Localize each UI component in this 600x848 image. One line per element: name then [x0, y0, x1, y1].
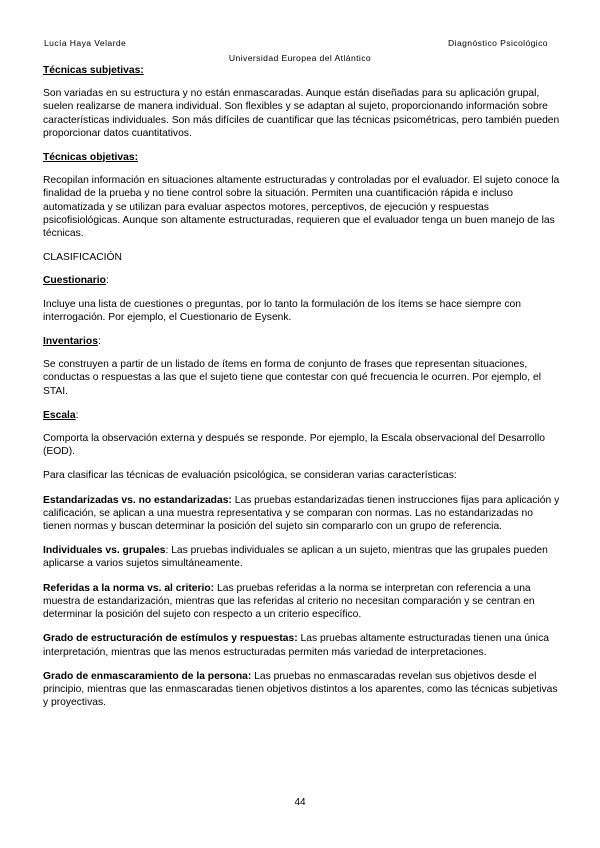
term-referidas: Referidas a la norma vs. al criterio: — [43, 582, 215, 594]
heading-cuestionario-colon: : — [105, 275, 109, 287]
term-estructuracion: Grado de estructuración de estímulos y respuestas: — [43, 633, 298, 645]
paragraph-tecnicas-subjetivas: Son variadas en su estructura y no están enmascaradas. Aunque están diseñadas para su aplicación grupal, suelen realizarse de manera individual. Son flexibles y se adaptan al sujeto, proporcionando información sobre características individuales. Son más difíciles de cuantificar que las técnicas psicométricas, pero también pueden proporcionar datos cuantitativos. — [43, 88, 560, 139]
heading-inventarios-colon: : — [97, 336, 101, 348]
text-individuales: : Las pruebas individuales se aplican a un sujeto, mientras que las grupales pueden aplicarse a varios sujetos simultáneamente. — [43, 545, 548, 570]
page-number: 44 — [294, 797, 306, 808]
text-estandarizadas: Las pruebas estandarizadas tienen instrucciones fijas para aplicación y calificación, se aplican a una muestra representativa y se comparan con normas. Las no estandarizadas no tienen normas y buscan determinar la posición del sujeto sin compararlo con un grupo de referencia. — [43, 494, 560, 533]
paragraph-individuales — [43, 544, 563, 570]
term-enmascaramiento: Grado de enmascaramiento de la persona: — [43, 670, 252, 682]
page-content — [43, 64, 563, 720]
text-enmascaramiento: Las pruebas no enmascaradas revelan sus objetivos desde el principio, mientras que las enmascaradas tienen objetivos distintos a los aparentes, como las técnicas subjetivas y proyectivas. — [43, 670, 558, 709]
heading-cuestionario-line — [43, 274, 563, 287]
paragraph-referidas — [43, 582, 563, 622]
heading-tecnicas-subjetivas: Técnicas subjetivas: — [43, 65, 144, 76]
paragraph-escala: Comporta la observación externa y después se responde. Por ejemplo, la Escala observacional del Desarrollo (EOD). — [43, 433, 545, 458]
term-estandarizadas: Estandarizadas vs. no estandarizadas: — [43, 494, 232, 506]
heading-inventarios-line — [43, 335, 563, 348]
paragraph-intro-clasificar: Para clasificar las técnicas de evaluación psicológica, se consideran varias características: — [43, 470, 457, 482]
heading-inventarios: Inventarios — [43, 336, 98, 348]
heading-clasificacion: CLASIFICACIÓN — [43, 252, 122, 264]
header-title: Diagnóstico Psicológico — [448, 38, 548, 48]
heading-escala-line — [43, 409, 563, 422]
text-estructuracion: Las pruebas altamente estructuradas tienen una única interpretación, mientras que las menos estructuradas permiten más variedad de interpretaciones. — [43, 633, 549, 658]
text-referidas: Las pruebas referidas a la norma se interpretan con referencia a una muestra de estandarización, mientras que las referidas al criterio no necesitan comparación y se centran en determinar la posición del sujeto con respecto a un criterio específico. — [43, 582, 535, 621]
paragraph-tecnicas-objetivas: Recopilan información en situaciones altamente estructuradas y controladas por el evaluador. El sujeto conoce la finalidad de la prueba y no tiene control sobre la situación. Permiten una cuantificación rápida e incluso automatizada y se utilizan para evaluar aspectos motores, perceptivos, de ejecución y respuestas psicofisiológicas. Aunque son altamente estructuradas, requieren que el evaluador tenga un buen manejo de las técnicas. — [43, 175, 560, 240]
term-individuales: Individuales vs. grupales — [43, 545, 166, 557]
heading-cuestionario: Cuestionario — [43, 275, 106, 287]
header-author: Lucía Haya Velarde — [44, 38, 127, 48]
heading-escala-colon: : — [75, 409, 79, 421]
paragraph-enmascaramiento — [43, 670, 563, 710]
paragraph-estructuracion — [43, 632, 563, 658]
paragraph-estandarizadas — [43, 494, 563, 534]
paragraph-cuestionario: Incluye una lista de cuestiones o preguntas, por lo tanto la formulación de los ítems se hace siempre con interrogación. Por ejemplo, el Cuestionario de Eysenk. — [43, 298, 521, 323]
header-institution: Universidad Europea del Atlántico — [228, 53, 372, 63]
paragraph-inventarios: Se construyen a partir de un listado de ítems en forma de conjunto de frases que representan situaciones, conductas o respuestas a las que el sujeto tiene que contestar con qué frecuencia le ocurren. Por ejemplo, el STAI. — [43, 359, 541, 397]
heading-escala: Escala — [43, 409, 76, 421]
heading-tecnicas-objetivas: Técnicas objetivas: — [43, 152, 138, 164]
